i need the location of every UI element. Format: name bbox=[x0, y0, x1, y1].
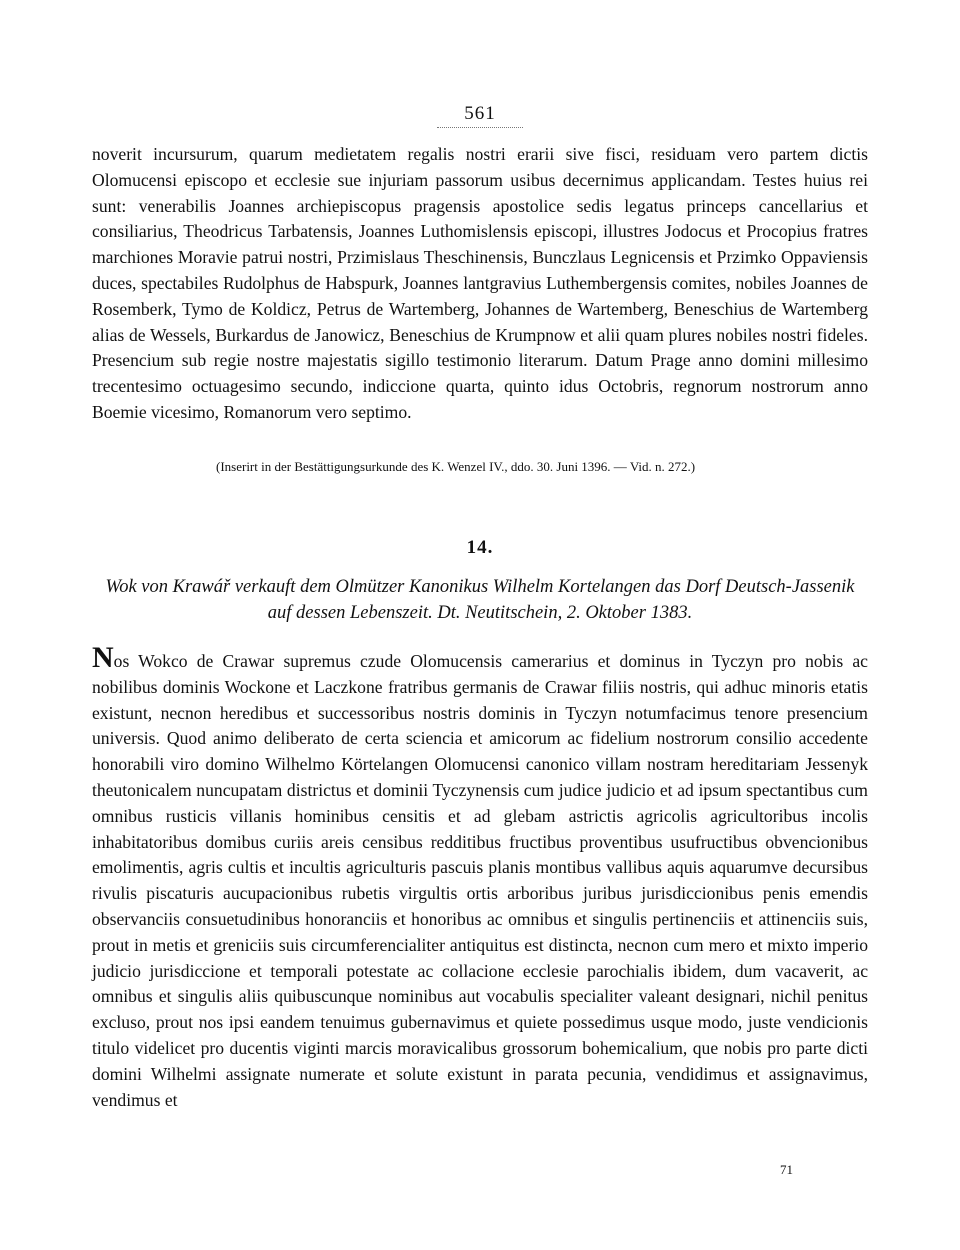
continuation-paragraph: noverit incursurum, quarum medietatem regalis nostri erarii sive fisci, residuam vero partem dictis Olomucensi episcopo et ecclesie sue injuriam passorum usibus decernimus applicandam. Testes huius rei sunt: venerabilis Joannes archiepiscopus pragensis apostolice sedis legatus princeps cancellarius et consiliarius, Theodricus Tarbatensis, Joannes Luthomislensis episcopi, illustres Jodocus et Procopius fratres marchiones Moravie patrui nostri, Przimislaus Theschinensis, Bunczlaus Legnicensis et Przimko Oppaviensis duces, spectabiles Rudolphus de Habspurk, Joannes lantgravius Luthembergensis comites, nobiles Joannes de Rosemberk, Tymo de Koldicz, Petrus de Wartemberg, Johannes de Wartemberg, Beneschius de Wartemberg alias de Wessels, Burkardus de Janowicz, Beneschius de Krumpnow et alii quam plures nobiles nostri fideles. Presencium sub regie nostre majestatis sigillo testimonio literarum. Datum Prage anno domini millesimo trecentesimo octuagesimo secundo, indiccione quarta, quinto idus Octobris, regnorum nostrorum anno Boemie vicesimo, Romanorum vero septimo. bbox=[92, 144, 868, 422]
document-text: os Wokco de Crawar supremus czude Olomucensis camerarius et dominus in Tyczyn pro nobis ac nobilibus dominis Wockone et Laczkone fratribus germanis de Crawar filiis nostris, qui adhuc minoris etatis existunt, necnon heredibus et successoribus nostris dominis in Tyczyn notumfacimus tenore presencium universis. Quod animo deliberato de certa sciencia et amicorum ac fidelium nostrorum consilio accedente honorabili viro domino Wilhelmo Körtelangen Olomucensi canonico villam nostram hereditariam Jessenyk theutonicalem nuncupatam districtus et dominii Tyczynensis cum judice judicio et ad ipsum spectantibus cum omnibus rusticis villanis hominibus censitis et ad glebam astrictis agricolis agricultoribus incolis inhabitatoribus domibus curiis areis censibus redditibus fructibus proventibus usufructibus obvencionibus emolimentis, agris cultis et incultis agriculturis pascuis planis montibus vallibus aquis aquarumve decursibus rivulis piscaturis aucupacionibus rubetis virgultis ortis arboribus juribus jurisdiccionibus penis emendis observanciis consuetudinibus honoranciis et honoribus ac omnibus et singulis pertinenciis et attinenciis suis, prout in metis et greniciis suis circumferencialiter antiquitus est distincta, necnon cum mero et mixto imperio judicio jurisdiccione et temporali potestate ac collacione ecclesie parochialis ibidem, dum vacaverit, ac omnibus et singulis aliis quibuscunque nominibus aut vocabulis specialiter valeant designari, nichil penitus excluso, prout nos ipsi eandem tenuimus gubernavimus et quiete possedimus usque modo, juste vendicionis titulo videlicet pro ducentis viginti marcis moravicalibus grossorum bohemicalium, que nobis pro parte dicti domini Wilhelmi assignate numerate et solute existunt in parata pecunia, vendidimus et assignavimus, vendimus et bbox=[92, 651, 868, 1110]
page-number: 561 bbox=[464, 103, 496, 124]
initial-letter: N bbox=[92, 641, 114, 674]
signature-mark: 71 bbox=[780, 1162, 793, 1177]
document-paragraph bbox=[92, 641, 868, 1113]
header-rule bbox=[437, 127, 523, 128]
source-note: (Inserirt in der Bestättigungsurkunde des K. Wenzel IV., ddo. 30. Juni 1396. — Vid. n. 272.) bbox=[216, 459, 696, 474]
document-heading: Wok von Krawář verkauft dem Olmützer Kanonikus Wilhelm Kortelangen das Dorf Deutsch-Jassenik auf dessen Lebenszeit. Dt. Neutitschein, 2. Oktober 1383. bbox=[105, 577, 855, 623]
document-number: 14. bbox=[466, 537, 494, 558]
